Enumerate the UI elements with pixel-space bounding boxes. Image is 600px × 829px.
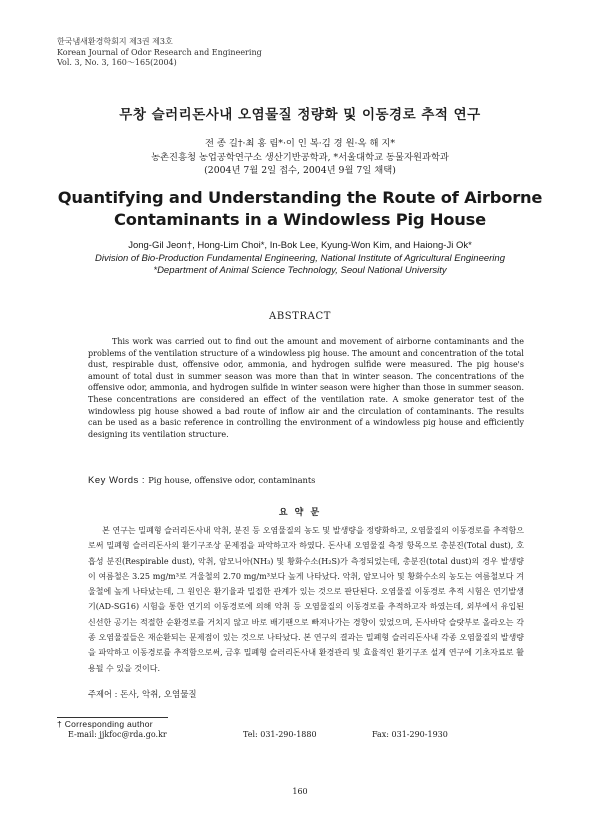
korean-keywords-value: 돈사, 악취, 오염물질 (120, 690, 197, 700)
author-email: E-mail: jjkfoc@rda.go.kr (68, 730, 167, 739)
korean-summary-heading: 요 약 문 (278, 508, 322, 518)
journal-korean-name: 한국냄새환경학회지 제3권 제3호 (57, 37, 173, 46)
journal-header (57, 37, 262, 69)
english-affiliation-1: Division of Bio-Production Fundamental Engineering, National Institute of Agricultural Engineering (95, 252, 505, 264)
submission-dates: (2004년 7월 2일 접수, 2004년 9월 7일 채택) (204, 165, 396, 176)
korean-keywords-label: 주제어 : (88, 689, 121, 699)
korean-keywords-line (88, 688, 197, 700)
korean-summary-body (88, 523, 524, 676)
keywords-line (88, 475, 315, 486)
author-fax: Fax: 031-290-1930 (372, 730, 448, 739)
english-author-block (0, 240, 600, 278)
english-affiliation-2: *Department of Animal Science Technology, Seoul National University (153, 265, 447, 276)
abstract-heading: ABSTRACT (269, 311, 331, 322)
keywords-value: Pig house, offensive odor, contaminants (148, 475, 316, 485)
korean-affiliation: 농촌진흥청 농업공학연구소 생산기반공학과, *서울대학교 동물자원과학과 (151, 151, 449, 163)
abstract-text: This work was carried out to find out the amount and movement of airborne contaminants and the problems of the ventilation structure of a windowless pig house. The amount and concentration of the total dust, respirable dust, offensive odor, ammonia, and hydrogen sulfide were measured. The pig house's amount of total dust in summer season was more than that in winter season. The concentrations of the offensive odor, ammonia, and hydrogen sulfide in winter season were higher than those in summer season. These concentrations are considered an effect of the ventilation rate. A smoke generator test of the windowless pig house showed a bad route of inflow air and the circulation of contaminants. The results can be used as a basic reference in controlling the environment of a windowless pig house and efficiently designing its ventilation structure. (88, 337, 524, 439)
footnote-divider (57, 717, 168, 718)
korean-summary-text: 본 연구는 밀폐형 슬러리돈사내 악취, 분진 등 오염물질의 농도 및 발생량을 정량화하고, 오염물질의 이동경로를 추적함으로써 밀폐형 슬러리돈사의 환기구조상 문제점을 파악하고자 하였다. 돈사내 오염물질 측정 항목으로 총분진(Total dust), 호흡성 분진(Respirable dust), 악취, 암모니아(NH₃) 및 황화수소(H₂S)가 측정되었는데, 총분진(total dust)의 경우 발생량이 여름철은 3.25 mg/m³로 겨울철의 2.70 mg/m³보다 높게 나타났다. 악취, 암모니아 및 황화수소의 농도는 여름철보다 겨울철에 높게 나타났는데, 그 원인은 환기율과 밀접한 관계가 있는 것으로 판단된다. 오염물질 이동경로 추적 시험은 연기발생기(AD-SG16) 시험을 통한 연기의 이동경로에 의해 악취 등 오염물질의 이동경로를 추적하고자 하였는데, 외부에서 유입된 신선한 공기는 적절한 순환경로를 거치지 않고 바로 배기팬으로 빠져나가는 경향이 있었으며, 돈사바닥 슬랏부로 올라오는 각종 오염물질들은 재순환되는 문제점이 있는 것으로 나타났다. 본 연구의 결과는 밀폐형 슬러리돈사내 각종 오염물질의 발생량을 파악하고 이동경로를 추적함으로써, 금후 밀폐형 슬러리돈사내 환경관리 및 효율적인 환기구조 설계 연구에 기초자료로 활용될 수 있을 것이다. (88, 526, 524, 673)
english-authors: Jong-Gil Jeon†, Hong-Lim Choi*, In-Bok Lee, Kyung-Won Kim, and Haiong-Ji Ok* (128, 240, 472, 251)
korean-author-block (0, 137, 600, 178)
abstract-body (88, 336, 524, 440)
author-phone: Tel: 031-290-1880 (243, 730, 317, 739)
footnote (57, 719, 153, 730)
english-title: Quantifying and Understanding the Route of Airborne Contaminants in a Windowless Pig House (57, 188, 543, 229)
corresponding-author-label: † Corresponding author (57, 719, 153, 729)
korean-title: 무창 슬러리돈사내 오염물질 정량화 및 이동경로 추적 연구 (119, 107, 481, 123)
journal-volume: Vol. 3, No. 3, 160～165(2004) (57, 58, 177, 67)
journal-english-name: Korean Journal of Odor Research and Engineering (57, 47, 262, 57)
page-number: 160 (292, 787, 308, 796)
korean-authors: 전 종 길†·최 홍 림*·이 인 복·김 경 원·옥 해 지* (204, 138, 396, 149)
keywords-label: Key Words : (88, 475, 149, 486)
